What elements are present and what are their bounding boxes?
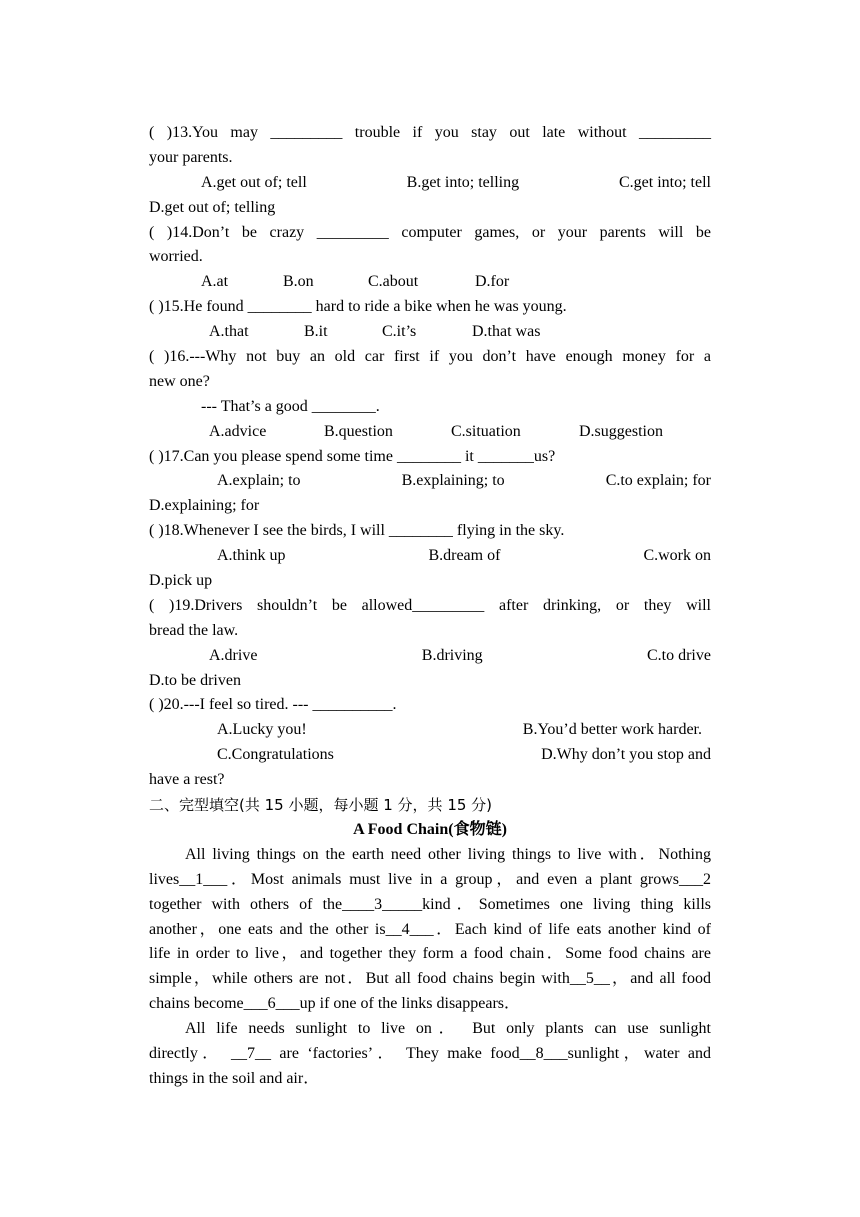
option-c: C.get into; tell bbox=[618, 173, 711, 191]
option-c: C.about bbox=[368, 273, 419, 291]
question-18-options bbox=[149, 544, 711, 569]
question-15-stem: ( )15.He found ________ hard to ride a bike when he was young. bbox=[149, 298, 567, 316]
option-c: C.to drive bbox=[646, 646, 711, 664]
option-d: D.that was bbox=[472, 323, 541, 341]
option-d-cont: have a rest? bbox=[149, 771, 225, 789]
option-a: A.Lucky you! bbox=[217, 721, 307, 739]
option-d: D.Why don’t you stop and bbox=[541, 746, 711, 764]
question-14-stem: ( )14.Don’t be crazy _________ computer games, or your parents will be bbox=[149, 223, 711, 241]
option-b: B.get into; telling bbox=[406, 173, 520, 191]
option-c: C.it’s bbox=[382, 323, 417, 341]
passage-line: directly． __7__ are ‘factories’． They make food__8___sunlight，water and bbox=[149, 1044, 711, 1062]
option-b: B.driving bbox=[421, 646, 483, 664]
question-13-options bbox=[149, 171, 711, 196]
option-d: D.suggestion bbox=[579, 422, 663, 440]
option-c: C.to explain; for bbox=[605, 472, 711, 490]
passage-line: another，one eats and the other is__4___．Each kind of life eats another kind of bbox=[149, 920, 711, 938]
option-d: D.pick up bbox=[149, 572, 213, 590]
passage-line: life in order to live，and together they form a food chain．Some food chains are bbox=[149, 945, 711, 963]
option-b: B.it bbox=[304, 323, 328, 341]
option-d: D.explaining; for bbox=[149, 497, 260, 515]
option-a: A.get out of; tell bbox=[201, 173, 307, 191]
option-b: B.question bbox=[324, 422, 393, 440]
option-d: D.get out of; telling bbox=[149, 198, 276, 216]
question-19-stem: ( )19.Drivers shouldn’t be allowed_________ after drinking, or they will bbox=[149, 596, 711, 614]
question-16-options bbox=[149, 420, 711, 445]
option-b: B.explaining; to bbox=[401, 472, 505, 490]
document-content bbox=[149, 121, 711, 1092]
question-20-stem: ( )20.---I feel so tired. --- __________. bbox=[149, 696, 397, 714]
question-19-stem-cont: bread the law. bbox=[149, 621, 239, 639]
option-a: A.at bbox=[201, 273, 229, 291]
passage-line: together with others of the____3_____kind．Sometimes one living thing kills bbox=[149, 895, 711, 913]
passage-line: simple，while others are not．But all food chains begin with__5__，and all food bbox=[149, 970, 711, 988]
option-b: B.You’d better work harder. bbox=[522, 721, 702, 739]
question-13-stem-cont: your parents. bbox=[149, 148, 233, 166]
option-a: A.explain; to bbox=[217, 472, 301, 490]
option-d: D.for bbox=[475, 273, 510, 291]
question-13-stem: ( )13.You may _________ trouble if you stay out late without _________ bbox=[149, 124, 711, 141]
option-a: A.that bbox=[209, 323, 249, 341]
option-c: C.Congratulations bbox=[217, 746, 334, 764]
option-c: C.work on bbox=[643, 547, 711, 565]
question-18-stem: ( )18.Whenever I see the birds, I will ________ flying in the sky. bbox=[149, 522, 565, 540]
passage-line: lives__1___．Most animals must live in a group，and even a plant grows___2 bbox=[149, 870, 711, 888]
question-20-options-row1 bbox=[149, 718, 711, 743]
option-a: A.drive bbox=[209, 646, 258, 664]
question-20-options-row2 bbox=[149, 743, 711, 768]
question-14-stem-cont: worried. bbox=[149, 248, 203, 266]
option-a: A.think up bbox=[217, 547, 286, 565]
question-17-stem: ( )17.Can you please spend some time ________ it _______us? bbox=[149, 447, 556, 465]
option-d: D.to be driven bbox=[149, 671, 241, 689]
option-b: B.on bbox=[283, 273, 314, 291]
question-16-reply: --- That’s a good ________. bbox=[201, 397, 380, 415]
question-16-stem: ( )16.---Why not buy an old car first if you don’t have enough money for a bbox=[149, 348, 711, 366]
passage-line: chains become___6___up if one of the links disappears． bbox=[149, 995, 521, 1013]
option-a: A.advice bbox=[209, 422, 267, 440]
passage-line: All life needs sunlight to live on． But only plants can use sunlight bbox=[185, 1020, 711, 1038]
question-15-options bbox=[149, 320, 711, 345]
passage-line: All living things on the earth need other living things to live with．Nothing bbox=[185, 845, 711, 863]
option-c: C.situation bbox=[451, 422, 521, 440]
passage-line: things in the soil and air． bbox=[149, 1069, 320, 1087]
question-14-options bbox=[149, 270, 711, 295]
passage-title: A Food Chain(食物链) bbox=[353, 820, 507, 838]
option-b: B.dream of bbox=[428, 547, 501, 565]
section-heading: 二、完型填空(共 15 小题，每小题 1 分，共 15 分) bbox=[149, 796, 493, 815]
question-17-options bbox=[149, 469, 711, 494]
question-19-options bbox=[149, 644, 711, 669]
question-16-stem-cont: new one? bbox=[149, 372, 210, 390]
